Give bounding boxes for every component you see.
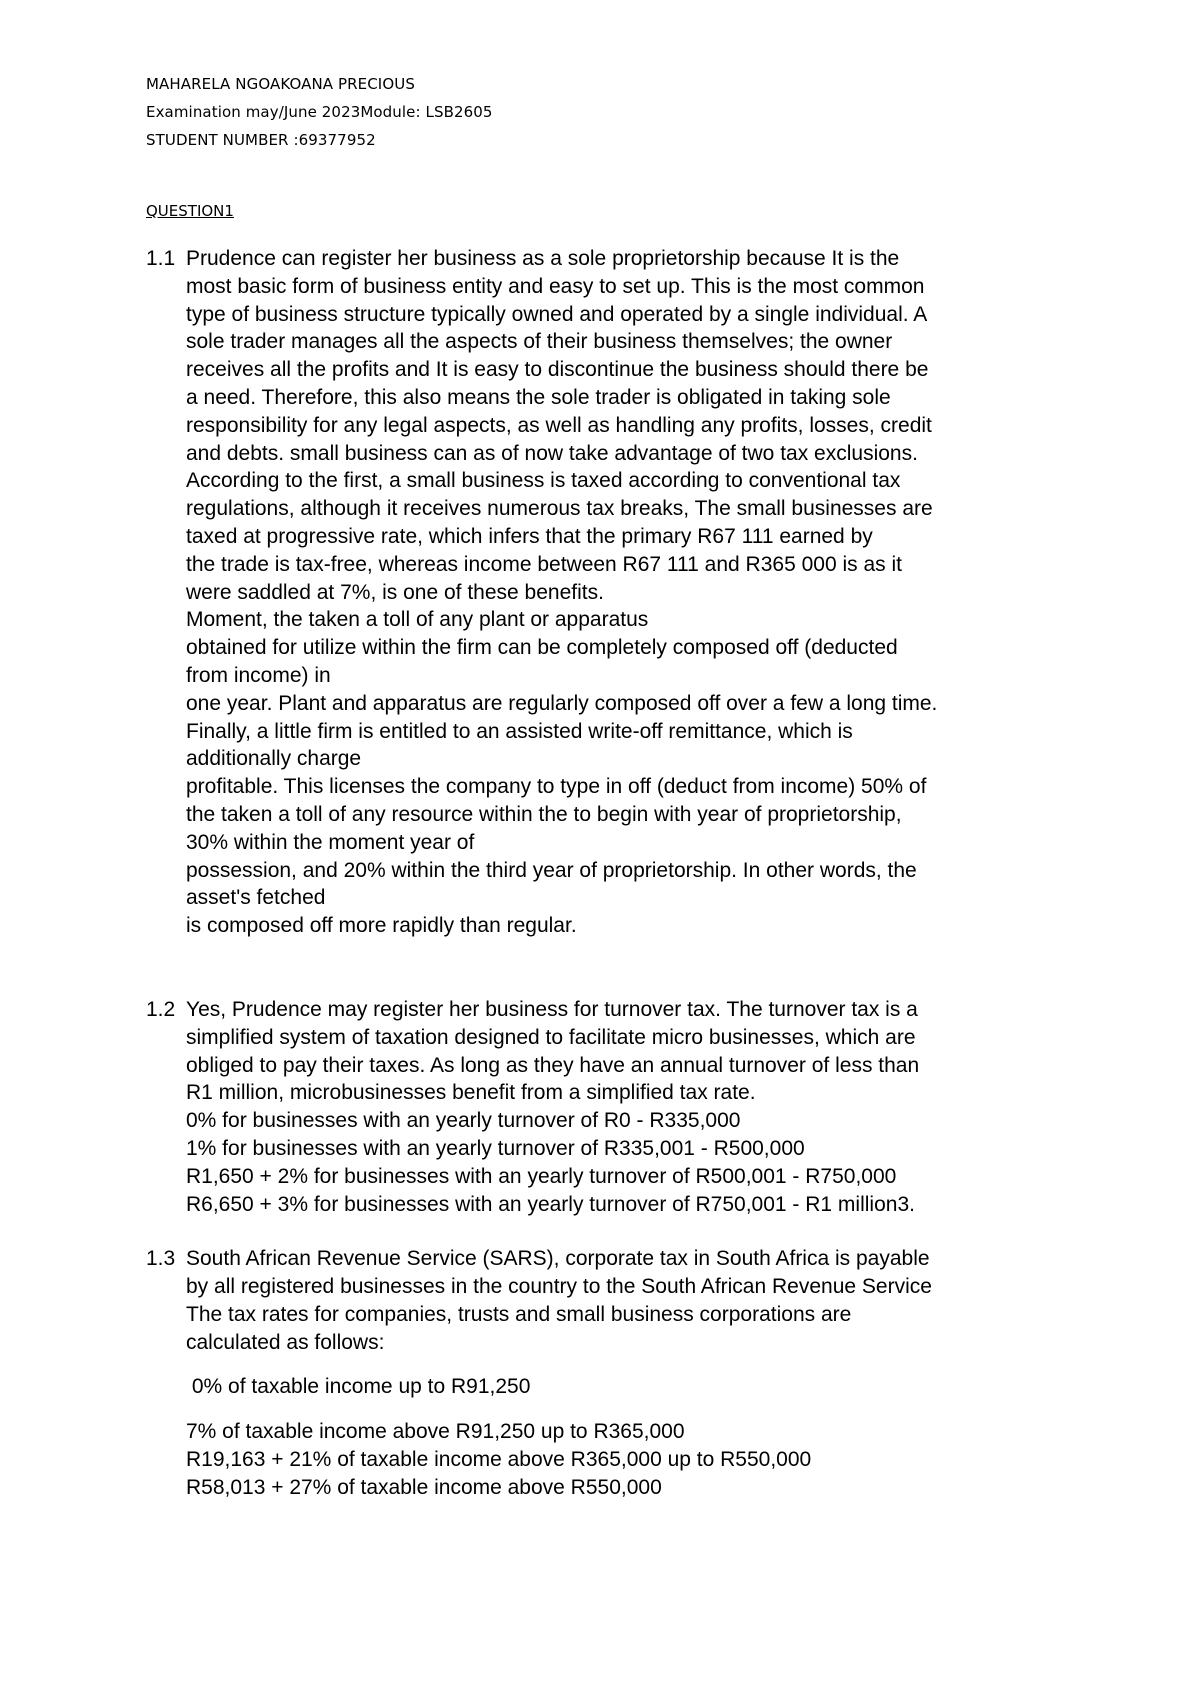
text-line: and debts. small business can as of now take advantage of two tax exclusions. — [186, 441, 918, 465]
text-line: obtained for utilize within the firm can be completely composed off (deducted — [186, 636, 898, 660]
answer-1-1 — [146, 245, 1086, 940]
spacer — [186, 1401, 1086, 1418]
text-line: R1,650 + 2% for businesses with an yearly turnover of R500,001 - R750,000 — [186, 1164, 897, 1188]
answer-number: 1.3 — [146, 1247, 176, 1271]
answer-number: 1.1 — [146, 247, 176, 270]
answers-section — [146, 245, 1086, 1502]
text-line: obliged to pay their taxes. As long as they have an annual turnover of less than — [186, 1053, 920, 1077]
spacer — [186, 1356, 1086, 1373]
exam-module: Examination may/June 2023Module: LSB2605 — [146, 103, 493, 121]
text-line: asset's fetched — [186, 886, 326, 910]
text-line: regulations, although it receives numerous tax breaks, The small businesses are — [186, 497, 933, 521]
text-line: profitable. This licenses the company to type in off (deduct from income) 50% of — [186, 775, 927, 799]
text-line: South African Revenue Service (SARS), corporate tax in South Africa is payable — [186, 1247, 930, 1271]
question-title: QUESTION1 — [146, 202, 234, 220]
text-line: 1% for businesses with an yearly turnover of R335,001 - R500,000 — [186, 1136, 805, 1160]
text-line: the trade is tax-free, whereas income between R67 111 and R365 000 is as it — [186, 552, 902, 576]
tax-rate-line: 7% of taxable income above R91,250 up to R365,000 — [186, 1420, 685, 1444]
text-line: most basic form of business entity and easy to set up. This is the most common — [186, 274, 925, 298]
text-line: possession, and 20% within the third year of proprietorship. In other words, the — [186, 858, 917, 882]
text-line: responsibility for any legal aspects, as well as handling any profits, losses, credit — [186, 413, 932, 437]
text-line: Moment, the taken a toll of any plant or apparatus — [186, 608, 649, 632]
text-line: taxed at progressive rate, which infers that the primary R67 111 earned by — [186, 524, 873, 548]
text-line: were saddled at 7%, is one of these benefits. — [186, 580, 604, 604]
student-number: STUDENT NUMBER :69377952 — [146, 131, 376, 149]
document-header — [146, 70, 493, 154]
tax-rate-line: R19,163 + 21% of taxable income above R365,000 up to R550,000 — [186, 1448, 812, 1472]
text-line: R6,650 + 3% for businesses with an yearly turnover of R750,001 - R1 million3. — [186, 1192, 915, 1216]
tax-rate-line: R58,013 + 27% of taxable income above R550,000 — [186, 1475, 662, 1499]
text-line: Yes, Prudence may register her business for turnover tax. The turnover tax is a — [186, 997, 918, 1021]
text-line: additionally charge — [186, 747, 362, 771]
text-line: R1 million, microbusinesses benefit from a simplified tax rate. — [186, 1081, 756, 1105]
text-line: simplified system of taxation designed to facilitate micro businesses, which are — [186, 1025, 916, 1049]
spacer — [146, 940, 1086, 996]
text-line: is composed off more rapidly than regular. — [186, 914, 577, 938]
spacer — [146, 1218, 1086, 1245]
text-line: calculated as follows: — [186, 1330, 385, 1354]
text-line: Finally, a little firm is entitled to an assisted write-off remittance, which is — [186, 719, 853, 743]
text-line: The tax rates for companies, trusts and small business corporations are — [186, 1302, 852, 1326]
text-line: Prudence can register her business as a sole proprietorship because It is the — [186, 247, 900, 270]
text-line: According to the first, a small business is taxed according to conventional tax — [186, 469, 901, 493]
student-name: MAHARELA NGOAKOANA PRECIOUS — [146, 75, 415, 93]
text-line: one year. Plant and apparatus are regularly composed off over a few a long time. — [186, 691, 938, 715]
text-line: sole trader manages all the aspects of their business themselves; the owner — [186, 330, 893, 354]
tax-rate-line: 0% of taxable income up to R91,250 — [186, 1375, 531, 1399]
text-line: type of business structure typically owned and operated by a single individual. A — [186, 302, 928, 326]
text-line: receives all the profits and It is easy to discontinue the business should there be — [186, 358, 929, 382]
text-line: 30% within the moment year of — [186, 830, 475, 854]
text-line: from income) in — [186, 663, 331, 687]
text-line: 0% for businesses with an yearly turnover of R0 - R335,000 — [186, 1109, 741, 1133]
answer-1-2 — [146, 996, 1086, 1218]
text-line: the taken a toll of any resource within the to begin with year of proprietorship, — [186, 802, 902, 826]
answer-number: 1.2 — [146, 997, 176, 1021]
text-line: a need. Therefore, this also means the sole trader is obligated in taking sole — [186, 385, 891, 409]
text-line: by all registered businesses in the country to the South African Revenue Service — [186, 1275, 932, 1299]
answer-1-3 — [146, 1245, 1086, 1501]
